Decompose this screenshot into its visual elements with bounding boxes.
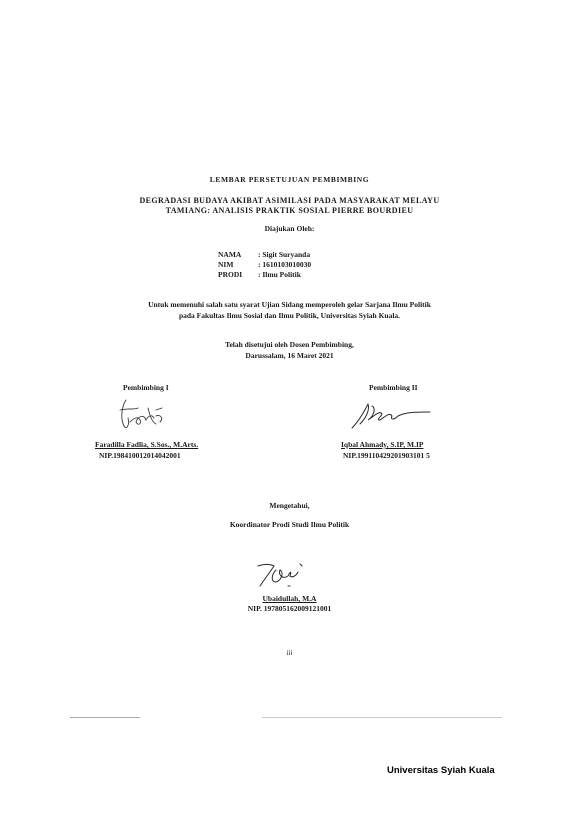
coordinator-signature bbox=[252, 558, 308, 590]
approval-statement bbox=[0, 339, 579, 361]
student-prodi-label: PRODI bbox=[218, 270, 243, 279]
thesis-title-line-1: DEGRADASI BUDAYA AKIBAT ASIMILASI PADA MASYARAKAT MELAYU bbox=[139, 196, 440, 205]
acknowledged-label: Mengetahui, bbox=[269, 501, 310, 510]
student-name-label: NAMA bbox=[218, 250, 242, 259]
approval-sheet-heading: LEMBAR PERSETUJUAN PEMBIMBING bbox=[209, 175, 370, 184]
coordinator-title: Koordinator Prodi Studi Ilmu Politik bbox=[229, 520, 350, 529]
student-nim-label: NIM bbox=[218, 260, 234, 269]
purpose-statement bbox=[0, 299, 579, 321]
scan-artifact-line-left bbox=[70, 717, 140, 718]
approval-date: Darussalam, 16 Maret 2021 bbox=[245, 351, 334, 360]
footer-university-name: Universitas Syiah Kuala bbox=[387, 765, 495, 776]
supervisor-2-signature bbox=[346, 398, 436, 432]
student-prodi-row bbox=[218, 270, 311, 280]
student-name-row bbox=[218, 250, 311, 260]
purpose-line-1: Untuk memenuhi salah satu syarat Ujian Sidang memperoleh gelar Sarjana Ilmu Politik bbox=[148, 300, 431, 309]
supervisor-2-nip: NIP.199110429201903101 5 bbox=[343, 451, 430, 460]
coordinator-nip: NIP. 197805162009121001 bbox=[247, 604, 332, 613]
purpose-line-2: pada Fakultas Ilmu Sosial dan Ilmu Politik, Universitas Syiah Kuala. bbox=[178, 311, 401, 320]
scan-artifact-line-right bbox=[262, 717, 502, 718]
submitted-by-label: Diajukan Oleh: bbox=[264, 224, 315, 233]
page-number: iii bbox=[286, 649, 293, 657]
thesis-title bbox=[0, 196, 579, 215]
supervisor-1-nip: NIP.198410012014042001 bbox=[99, 451, 181, 460]
supervisor-1-title: Pembimbing I bbox=[123, 383, 169, 392]
student-prodi-value: : Ilmu Politik bbox=[258, 270, 301, 279]
student-nim-row bbox=[218, 260, 311, 270]
thesis-title-line-2: TAMIANG: ANALISIS PRAKTIK SOSIAL PIERRE BOURDIEU bbox=[165, 205, 414, 215]
supervisor-1-signature bbox=[112, 396, 172, 432]
coordinator-name: Ubaidullah, M.A bbox=[262, 594, 317, 603]
supervisor-1-name: Faradilla Fadlia, S.Sos., M.Arts. bbox=[95, 440, 199, 449]
student-identity-table bbox=[218, 250, 311, 280]
student-nim-value: : 1610103010030 bbox=[258, 260, 312, 269]
student-name-value: : Sigit Suryanda bbox=[258, 250, 311, 259]
supervisor-2-name: Iqbal Ahmady, S.IP, M.IP bbox=[341, 440, 424, 449]
supervisor-2-title: Pembimbing II bbox=[369, 383, 418, 392]
approval-line-1: Telah disetujui oleh Dosen Pembimbing, bbox=[225, 340, 354, 349]
